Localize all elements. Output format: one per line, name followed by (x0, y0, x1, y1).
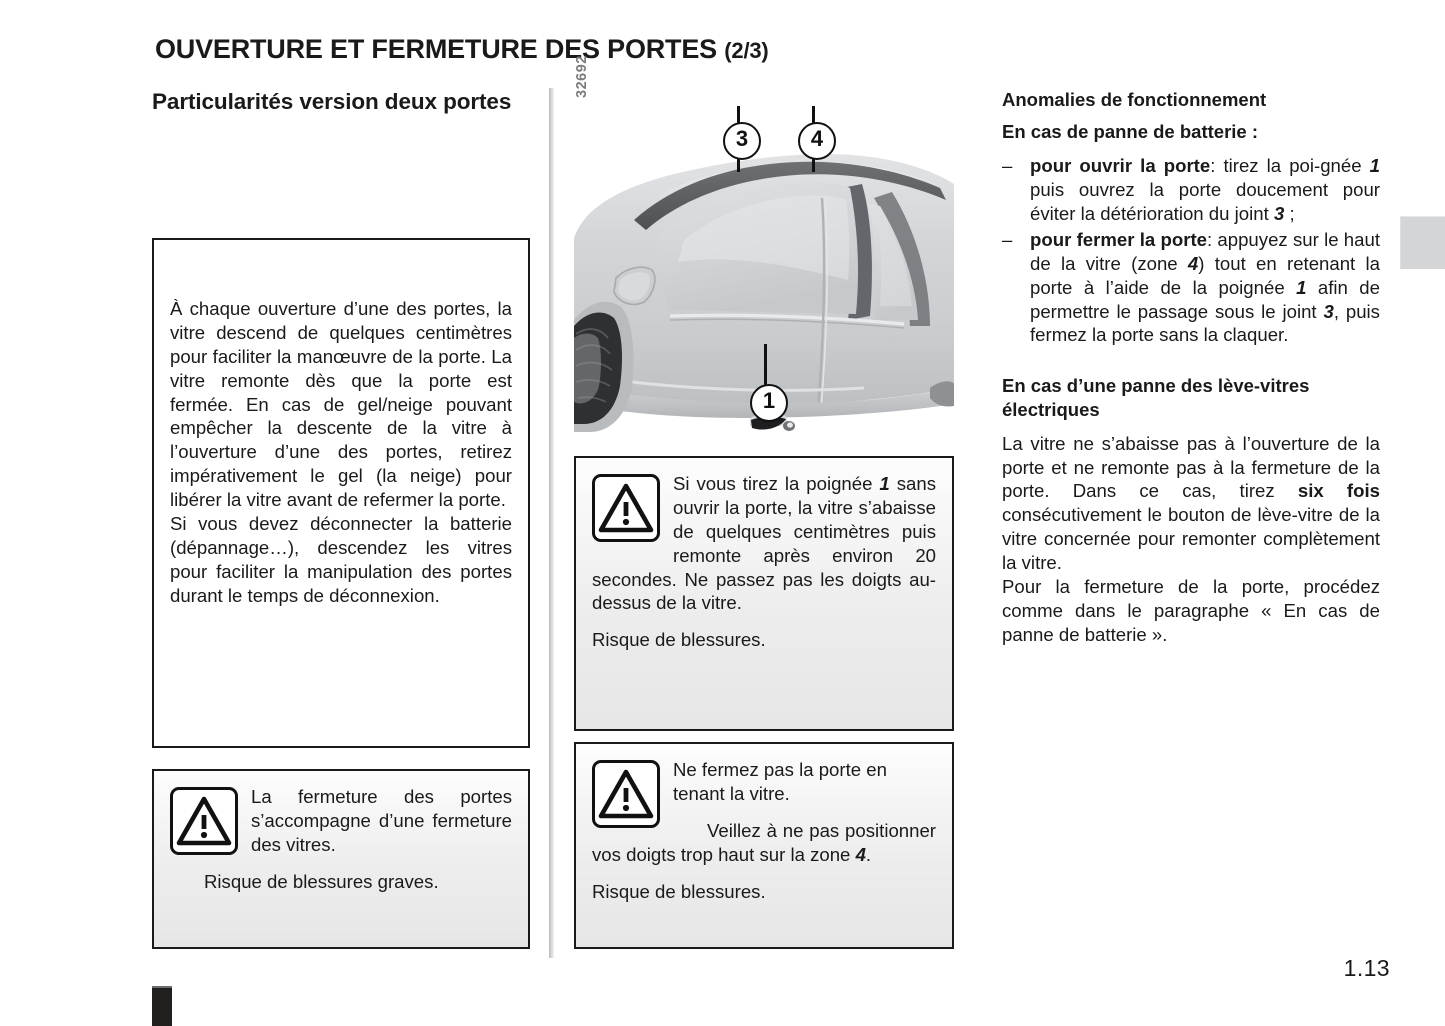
warning-box-mid-1-risk: Risque de blessures. (592, 629, 766, 651)
list-item (1002, 228, 1380, 347)
list-dash: – (1002, 155, 1013, 177)
list-item-text: : tirez la poi-gnée 1 puis ouvrez la porte doucement pour éviter la détérioration du joint 3 ; (1030, 155, 1380, 225)
right-column-heading: Anomalies de fonctionnement (1002, 89, 1267, 110)
binding-marker (152, 986, 172, 1026)
battery-failure-list (1002, 154, 1380, 347)
warning-box-mid-2 (574, 742, 954, 949)
page-number: 1.13 (1343, 955, 1390, 981)
warning-box-mid-1-text: Si vous tirez la poignée 1 sans ouvrir la porte, la vitre s’abaisse de quelques centimètres puis remonte après environ 20 secondes. Ne passez pas les doigts au-dessus de la vitre. (592, 473, 936, 614)
list-item (1002, 154, 1380, 226)
list-dash: – (1002, 228, 1013, 250)
left-column (152, 88, 530, 120)
figure-reference-number: 32692 (574, 55, 590, 98)
list-item-text: : appuyez sur le haut de la vitre (zone 4) tout en retenant la porte à l’aide de la poignée 1 afin de permettre le passage sous le joint 3, puis fermez la porte sans la claquer. (1030, 228, 1380, 346)
page-title (155, 34, 769, 65)
section-thumb-tab (1400, 216, 1445, 269)
info-box-left-paragraph-1: À chaque ouverture d’une des portes, la vitre descend de quelques centimètres pour faciliter la manœuvre de la porte. La vitre remonte dès que la porte est fermée. En cas de gel/neige pouvant empêcher la descente de la vitre à l’ouverture d’une des portes, retirez impérativement le gel (la neige) pour libérer la vitre avant de refermer la porte. (170, 298, 512, 511)
warning-box-mid-2-text: Ne fermez pas la porte en tenant la vitre. (673, 759, 887, 804)
left-column-heading: Particularités version deux portes (152, 89, 512, 114)
list-item-lead: pour ouvrir la porte (1030, 155, 1211, 177)
warning-box-left (152, 769, 530, 949)
column-divider (549, 88, 554, 958)
list-item-lead: pour fermer la porte (1030, 228, 1207, 250)
warning-triangle-icon (592, 760, 660, 828)
page-title-fraction: (2/3) (724, 38, 769, 63)
warning-box-left-text: La fermeture des portes s’accompagne d’une fermeture des vitres. (251, 786, 512, 855)
callout-4: 4 (798, 122, 836, 160)
warning-box-left-risk: Risque de blessures graves. (204, 870, 439, 892)
right-column-paragraph-2: Pour la fermeture de la porte, procédez comme dans le paragraphe « En cas de panne de batterie ». (1002, 575, 1380, 645)
warning-triangle-icon (170, 787, 238, 855)
info-box-left-paragraph-2: Si vous devez déconnecter la batterie (dépannage…), descendez les vitres pour faciliter la manipulation des portes durant le temps de déconnexion. (170, 513, 512, 606)
leader-line-1 (764, 344, 767, 388)
warning-box-mid-2-risk: Risque de blessures. (592, 880, 766, 902)
right-column-subheading-1: En cas de panne de batterie : (1002, 121, 1258, 143)
right-column (1002, 88, 1380, 647)
warning-triangle-icon (592, 474, 660, 542)
right-column-paragraph-1: La vitre ne s’abaisse pas à l’ouverture de la porte et ne remonte pas à la fermeture de la porte. Dans ce cas, tirez six fois consécutivement le bouton de lève-vitre de la vitre concernée pour remonter complètement la vitre. (1002, 432, 1380, 574)
callout-1: 1 (750, 384, 788, 422)
right-column-subheading-2: En cas d’une panne des lève-vitres électriques (1002, 375, 1310, 420)
emphasis-six-fois: six fois (1297, 480, 1380, 502)
warning-box-mid-2-text2: Veillez à ne pas positionner vos doigts trop haut sur la zone 4. (592, 819, 936, 865)
info-box-left (152, 238, 530, 748)
callout-3: 3 (723, 122, 761, 160)
page-title-text: OUVERTURE ET FERMETURE DES PORTES (155, 34, 717, 64)
warning-box-mid-1 (574, 456, 954, 731)
